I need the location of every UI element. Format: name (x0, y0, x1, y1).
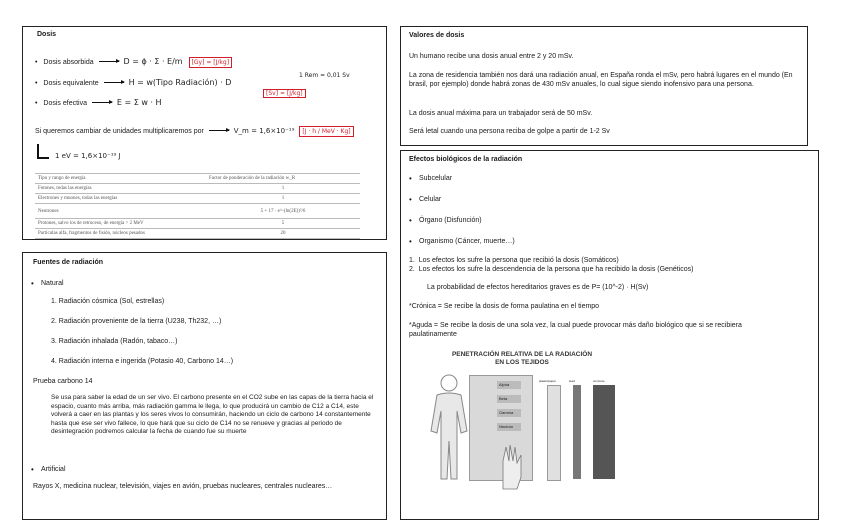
table-cell: 1 (206, 194, 360, 204)
artificial-label: • Artificial (29, 465, 66, 474)
fuentes-panel (22, 252, 387, 520)
efectos-title: Efectos biológicos de la radiación (409, 156, 523, 163)
arrow-icon (104, 82, 124, 83)
table-cell: Partículas alfa, fragmentos de fisión, núcleos pesados (35, 229, 206, 239)
efecto-genetico: Los efectos los sufre la descendencia de la persona que ha recibido la dosis (Genéticos) (418, 266, 694, 273)
dosis-efectiva-row (35, 98, 162, 108)
efectos-numbered (409, 256, 809, 274)
band-alpha-label: Alpha (499, 382, 510, 387)
band-beta-label: Beta (499, 396, 508, 401)
valores-paragraph: La dosis anual máxima para un trabajador será de 50 mSv. (409, 110, 593, 117)
efectos-levels-list (407, 174, 607, 246)
list-item: • Organismo (Cáncer, muerte…) (407, 237, 607, 246)
probability-text: La probabilidad de efectos hereditarios graves es de P= (10^-2) · H(Sv) (427, 284, 649, 291)
table-row (35, 219, 360, 229)
efectos-panel (400, 150, 819, 520)
dosis-absorbida-row (35, 57, 232, 68)
bullet-icon: • (35, 100, 38, 107)
cambio-unidades-formula: V_m = 1,6×10⁻¹⁹ (233, 127, 295, 135)
bullet-icon: • (35, 80, 38, 87)
artificial-list (29, 465, 66, 474)
artificial-text: Rayos X, medicina nuclear, televisión, viajes en avión, pruebas nucleares, centrales nucleares… (33, 483, 333, 490)
cronica-text: *Crónica = Se recibe la dosis de forma paulatina en el tiempo (409, 303, 600, 310)
list-item: 1. Radiación cósmica (Sol, estrellas) (51, 298, 165, 305)
table-cell: 1 (206, 184, 360, 194)
table-cell: Electrones y muones, todas las energías (35, 194, 206, 204)
shield-paper-label: plastic/paper (539, 379, 557, 383)
table-cell: Neutrones (35, 204, 206, 219)
arrow-icon (99, 61, 119, 62)
table-row (35, 184, 360, 194)
list-item: • Subcelular (407, 174, 607, 183)
dosis-title: Dosis (37, 31, 57, 38)
table-cell: 5 (206, 219, 360, 229)
penetration-figure (417, 351, 627, 515)
cambio-unidades-text: Si queremos cambiar de unidades multiplicaremos por (35, 128, 204, 135)
valores-paragraph: Será letal cuando una persona reciba de golpe a partir de 1-2 Sv (409, 128, 610, 135)
arrow-icon (92, 102, 112, 103)
list-item: 4. Radiación interna e ingerida (Potasio 40, Carbono 14…) (51, 358, 234, 365)
bullet-icon: • (35, 59, 38, 66)
list-item: 2. Los efectos los sufre la descendencia de la persona que ha recibido la dosis (Genéticos) (409, 266, 694, 273)
sv-note: 1 Rem = 0,01 Sv (299, 72, 350, 79)
valores-title: Valores de dosis (409, 32, 465, 39)
table-cell: Protones, salvo los de retroceso, de energía > 2 MeV (35, 219, 206, 229)
radiation-weight-table (35, 173, 360, 239)
ev-arrow-line (37, 157, 49, 159)
dosis-equivalente-label: Dosis equivalente (43, 80, 99, 87)
ev-arrow-icon (37, 144, 39, 158)
table-row (35, 194, 360, 204)
hand-icon (497, 441, 527, 491)
dosis-absorbida-formula: D = ϕ · Σ · E/m (123, 57, 183, 66)
arrow-icon (209, 130, 229, 131)
list-item: • Celular (407, 195, 607, 204)
table-cell: 5 + 17 · e^-(ln(2E))²/6 (206, 204, 360, 219)
table-cell: Fotones, todas las energías (35, 184, 206, 194)
natural-list (29, 279, 64, 288)
figure-subtitle: EN LOS TEJIDOS (495, 359, 549, 366)
shield-lead (573, 385, 581, 479)
list-item: • Órgano (Disfunción) (407, 216, 607, 225)
dosis-equivalente-row (35, 78, 231, 88)
figure-title: PENETRACIÓN RELATIVA DE LA RADIACIÓN (451, 351, 593, 358)
table-row (35, 229, 360, 239)
shield-paper (547, 385, 561, 481)
ev-note: 1 eV = 1,6×10⁻¹⁹ J (55, 152, 121, 160)
cambio-unidades-row (35, 126, 354, 137)
dosis-efectiva-label: Dosis efectiva (43, 100, 87, 107)
dosis-absorbida-units: [Gy] = [J/kg] (189, 57, 232, 68)
table-header: Factor de ponderación de la radiación w_R (206, 174, 360, 184)
valores-paragraph: La zona de residencia también nos dará una radiación anual, en España ronda el mSv, pero habrá lugares en el mundo (En brasil, por ejemplo) donde habrá zonas de 430 mSv anuales, lo cual sigue siendo inofensivo para una persona. (409, 72, 793, 88)
dosis-equivalente-units: [Sv] = [J/kg] (263, 89, 306, 98)
list-item: 2. Radiación proveniente de la tierra (U238, Th232, …) (51, 318, 222, 325)
aguda-text: *Aguda = Se recibe la dosis de una sola vez, la cual puede provocar más daño biológico que si se recibiera paulatinamente (409, 322, 742, 338)
shield-concrete-label: concrete (593, 379, 605, 383)
shield-concrete (593, 385, 615, 479)
natural-label: • Natural (29, 279, 64, 288)
dosis-efectiva-formula: E = Σ w · H (116, 98, 162, 107)
shield-lead-label: lead (569, 379, 575, 383)
list-item: 3. Radiación inhalada (Radón, tabaco…) (51, 338, 178, 345)
table-header-row (35, 174, 360, 184)
dosis-absorbida-label: Dosis absorbida (43, 59, 94, 66)
list-item: 1. Los efectos los sufre la persona que recibió la dosis (Somáticos) (409, 257, 619, 264)
band-neutron-label: Neutrón (499, 424, 514, 429)
table-cell: 20 (206, 229, 360, 239)
efecto-somatico: Los efectos los sufre la persona que recibió la dosis (Somáticos) (418, 257, 619, 264)
dosis-panel (22, 26, 387, 240)
valores-paragraph: Un humano recibe una dosis anual entre 2 y 20 mSv. (409, 53, 574, 60)
natural-items (51, 297, 371, 366)
band-gamma-label: Gamma (499, 410, 514, 415)
fuentes-title: Fuentes de radiación (33, 259, 104, 266)
carbono-title: Prueba carbono 14 (33, 378, 93, 385)
cambio-unidades-units: [J · h / MeV · Kg] (299, 126, 353, 137)
carbono-text: Se usa para saber la edad de un ser vivo. El carbono presente en el CO2 sube en las capas de la tierra hacia el espacio, cuanto más arriba, más radiación gamma le llega, lo que producirá un cambio de C12 a C14, este volverá a caer en las plantas y los seres vivos lo consumirán, haciendo un ciclo de carbono 14 constantemente hasta que ese ser vivo fallece, lo que hará que su ciclo de C14 no se renueve y gracias al periodo de desintegración podremos calcular la fecha de cuando fue su muerte (51, 394, 374, 435)
dosis-equivalente-formula: H = w(Tipo Radiación) · D (128, 78, 232, 87)
table-row (35, 204, 360, 219)
table-header: Tipo y rango de energía (35, 174, 206, 184)
valores-panel (400, 26, 808, 146)
